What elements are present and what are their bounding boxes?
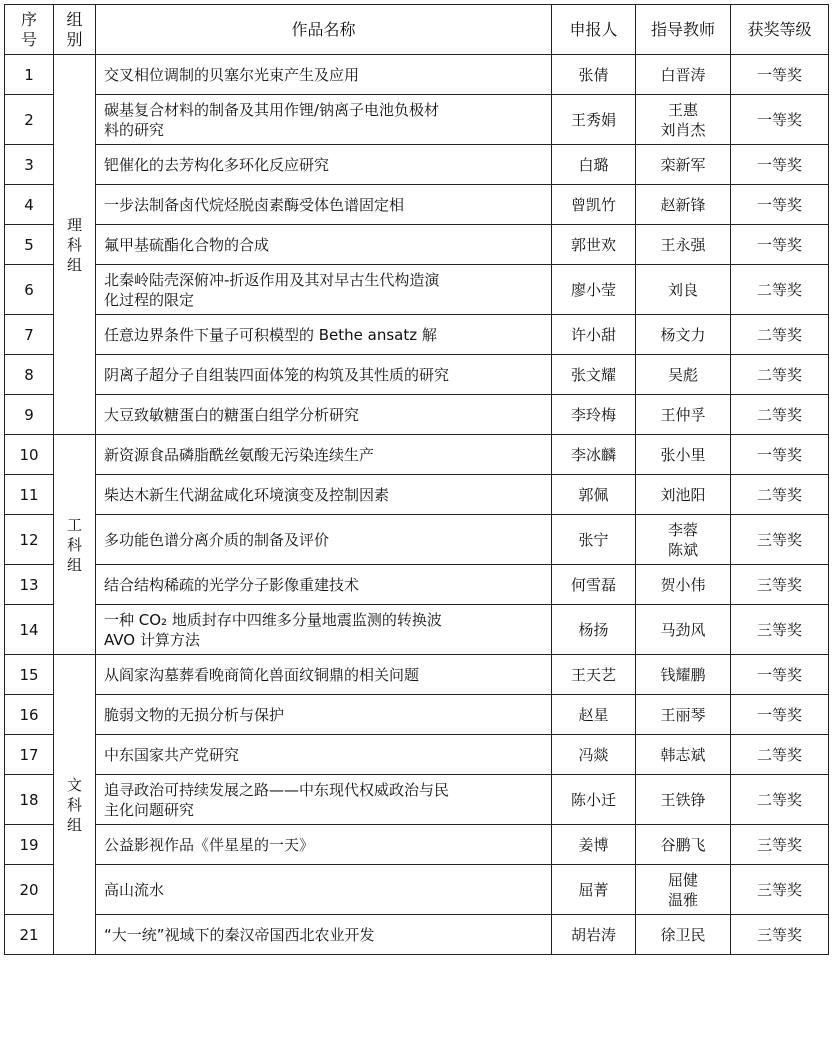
work-title: 中东国家共产党研究 [96, 735, 552, 775]
advisor-name: 马劲风 [660, 620, 706, 639]
advisor [636, 475, 731, 515]
work-title [96, 95, 552, 145]
advisor [636, 145, 731, 185]
work-title: 任意边界条件下量子可积模型的 Bethe ansatz 解 [96, 315, 552, 355]
award-level: 二等奖 [731, 775, 829, 825]
award-level: 一等奖 [731, 95, 829, 145]
applicant: 廖小莹 [552, 265, 636, 315]
advisor-name: 张小里 [660, 445, 706, 464]
group-label-char: 组 [66, 555, 82, 574]
row-index: 16 [5, 695, 54, 735]
row-index: 4 [5, 185, 54, 225]
advisor-name: 陈斌 [667, 540, 698, 559]
applicant: 陈小迁 [552, 775, 636, 825]
row-index: 20 [5, 865, 54, 915]
group-label [54, 55, 96, 435]
advisor [636, 865, 731, 915]
award-level: 二等奖 [731, 315, 829, 355]
advisor-name: 吴彪 [667, 365, 698, 384]
table-row [5, 315, 829, 355]
work-title: 大豆致敏糖蛋白的糖蛋白组学分析研究 [96, 395, 552, 435]
group-label-char: 文 [66, 775, 82, 794]
row-index: 11 [5, 475, 54, 515]
applicant: 王秀娟 [552, 95, 636, 145]
work-title: 新资源食品磷脂酰丝氨酸无污染连续生产 [96, 435, 552, 475]
applicant: 何雪磊 [552, 565, 636, 605]
award-level: 三等奖 [731, 915, 829, 955]
table-row [5, 915, 829, 955]
header-row [5, 5, 829, 55]
advisor-name: 韩志斌 [660, 745, 706, 764]
row-index: 15 [5, 655, 54, 695]
row-index: 2 [5, 95, 54, 145]
row-index: 13 [5, 565, 54, 605]
advisor-name: 白晋涛 [660, 65, 706, 84]
applicant: 赵星 [552, 695, 636, 735]
award-level: 一等奖 [731, 225, 829, 265]
row-index: 12 [5, 515, 54, 565]
group-label-char: 科 [66, 235, 82, 254]
advisor-name: 杨文力 [660, 325, 706, 344]
award-level: 二等奖 [731, 735, 829, 775]
work-title-line: 追寻政治可持续发展之路——中东现代权威政治与民 [104, 780, 450, 799]
row-index: 7 [5, 315, 54, 355]
table-row [5, 95, 829, 145]
row-index: 17 [5, 735, 54, 775]
award-table [4, 4, 829, 955]
header-index: 序 号 [5, 5, 54, 55]
row-index: 6 [5, 265, 54, 315]
advisor [636, 735, 731, 775]
applicant: 张倩 [552, 55, 636, 95]
advisor [636, 515, 731, 565]
header-award: 获奖等级 [731, 5, 829, 55]
row-index: 14 [5, 605, 54, 655]
table-row [5, 565, 829, 605]
group-label [54, 655, 96, 955]
applicant: 张文耀 [552, 355, 636, 395]
applicant: 屈菁 [552, 865, 636, 915]
advisor-name: 栾新军 [660, 155, 706, 174]
table-row [5, 395, 829, 435]
work-title-line: 北秦岭陆壳深俯冲-折返作用及其对早古生代构造演 [104, 270, 440, 289]
advisor [636, 355, 731, 395]
advisor [636, 775, 731, 825]
advisor-name: 温雅 [667, 890, 698, 909]
advisor [636, 225, 731, 265]
award-level: 三等奖 [731, 825, 829, 865]
award-level: 二等奖 [731, 475, 829, 515]
row-index: 3 [5, 145, 54, 185]
advisor [636, 565, 731, 605]
applicant: 郭世欢 [552, 225, 636, 265]
work-title [96, 265, 552, 315]
work-title-line: 一种 CO₂ 地质封存中四维多分量地震监测的转换波 [104, 610, 442, 629]
work-title-line: 主化问题研究 [104, 800, 195, 819]
row-index: 21 [5, 915, 54, 955]
advisor [636, 265, 731, 315]
header-group: 组 别 [54, 5, 96, 55]
table-row [5, 435, 829, 475]
applicant: 郭佩 [552, 475, 636, 515]
award-level: 三等奖 [731, 865, 829, 915]
award-level: 一等奖 [731, 435, 829, 475]
table-row [5, 695, 829, 735]
table-row [5, 265, 829, 315]
award-level: 一等奖 [731, 55, 829, 95]
advisor [636, 915, 731, 955]
table-row [5, 775, 829, 825]
applicant: 冯燚 [552, 735, 636, 775]
work-title: 公益影视作品《伴星星的一天》 [96, 825, 552, 865]
row-index: 9 [5, 395, 54, 435]
group-label-char: 科 [66, 795, 82, 814]
award-level: 二等奖 [731, 355, 829, 395]
applicant: 曾凯竹 [552, 185, 636, 225]
advisor-name: 王丽琴 [660, 705, 706, 724]
advisor-name: 刘肖杰 [660, 120, 706, 139]
advisor-name: 屈健 [667, 870, 698, 889]
table-row [5, 735, 829, 775]
work-title: 氟甲基硫酯化合物的合成 [96, 225, 552, 265]
work-title: 钯催化的去芳构化多环化反应研究 [96, 145, 552, 185]
award-level: 一等奖 [731, 185, 829, 225]
group-label-char: 组 [66, 255, 82, 274]
award-level: 一等奖 [731, 695, 829, 735]
advisor-name: 王铁铮 [660, 790, 706, 809]
advisor [636, 185, 731, 225]
work-title: 阴离子超分子自组装四面体笼的构筑及其性质的研究 [96, 355, 552, 395]
advisor [636, 605, 731, 655]
table-row [5, 605, 829, 655]
advisor [636, 395, 731, 435]
row-index: 8 [5, 355, 54, 395]
work-title: “大一统”视域下的秦汉帝国西北农业开发 [96, 915, 552, 955]
award-level: 一等奖 [731, 655, 829, 695]
table-row [5, 185, 829, 225]
advisor-name: 徐卫民 [660, 925, 706, 944]
work-title: 柴达木新生代湖盆咸化环境演变及控制因素 [96, 475, 552, 515]
advisor-name: 李蓉 [667, 520, 698, 539]
row-index: 10 [5, 435, 54, 475]
work-title: 高山流水 [96, 865, 552, 915]
work-title: 结合结构稀疏的光学分子影像重建技术 [96, 565, 552, 605]
work-title [96, 775, 552, 825]
header-title: 作品名称 [96, 5, 552, 55]
work-title: 脆弱文物的无损分析与保护 [96, 695, 552, 735]
advisor [636, 435, 731, 475]
award-level: 一等奖 [731, 145, 829, 185]
advisor [636, 95, 731, 145]
applicant: 李冰麟 [552, 435, 636, 475]
row-index: 18 [5, 775, 54, 825]
header-advisor: 指导教师 [636, 5, 731, 55]
advisor-name: 谷鹏飞 [660, 835, 706, 854]
group-label-char: 理 [66, 215, 82, 234]
applicant: 张宁 [552, 515, 636, 565]
work-title-line: 碳基复合材料的制备及其用作锂/钠离子电池负极材 [104, 100, 440, 119]
table-row [5, 355, 829, 395]
group-label-char: 科 [66, 535, 82, 554]
advisor [636, 655, 731, 695]
header-applicant: 申报人 [552, 5, 636, 55]
table-row [5, 865, 829, 915]
applicant: 姜博 [552, 825, 636, 865]
work-title: 从阎家沟墓葬看晚商简化兽面纹铜鼎的相关问题 [96, 655, 552, 695]
advisor [636, 55, 731, 95]
advisor-name: 钱耀鹏 [660, 665, 706, 684]
award-level: 三等奖 [731, 515, 829, 565]
work-title: 交叉相位调制的贝塞尔光束产生及应用 [96, 55, 552, 95]
work-title-line: 化过程的限定 [104, 290, 195, 309]
group-label-char: 组 [66, 815, 82, 834]
applicant: 李玲梅 [552, 395, 636, 435]
table-row [5, 515, 829, 565]
row-index: 5 [5, 225, 54, 265]
work-title: 一步法制备卤代烷烃脱卤素酶受体色谱固定相 [96, 185, 552, 225]
work-title-line: AVO 计算方法 [104, 630, 200, 649]
group-label [54, 435, 96, 655]
table-row [5, 825, 829, 865]
row-index: 1 [5, 55, 54, 95]
advisor-name: 王惠 [667, 100, 698, 119]
table-row [5, 655, 829, 695]
applicant: 白璐 [552, 145, 636, 185]
advisor [636, 315, 731, 355]
table-row [5, 225, 829, 265]
award-level: 二等奖 [731, 265, 829, 315]
applicant: 许小甜 [552, 315, 636, 355]
advisor-name: 王仲孚 [660, 405, 706, 424]
table-row [5, 145, 829, 185]
table-row [5, 475, 829, 515]
advisor [636, 825, 731, 865]
award-level: 三等奖 [731, 605, 829, 655]
award-level: 二等奖 [731, 395, 829, 435]
applicant: 杨扬 [552, 605, 636, 655]
award-level: 三等奖 [731, 565, 829, 605]
work-title-line: 料的研究 [104, 120, 165, 139]
advisor-name: 贺小伟 [660, 575, 706, 594]
work-title: 多功能色谱分离介质的制备及评价 [96, 515, 552, 565]
advisor-name: 赵新锋 [660, 195, 706, 214]
advisor-name: 刘池阳 [660, 485, 706, 504]
work-title [96, 605, 552, 655]
applicant: 胡岩涛 [552, 915, 636, 955]
advisor-name: 刘良 [667, 280, 698, 299]
table-row [5, 55, 829, 95]
row-index: 19 [5, 825, 54, 865]
table-body [5, 55, 829, 955]
applicant: 王天艺 [552, 655, 636, 695]
advisor [636, 695, 731, 735]
group-label-char: 工 [66, 515, 82, 534]
advisor-name: 王永强 [660, 235, 706, 254]
